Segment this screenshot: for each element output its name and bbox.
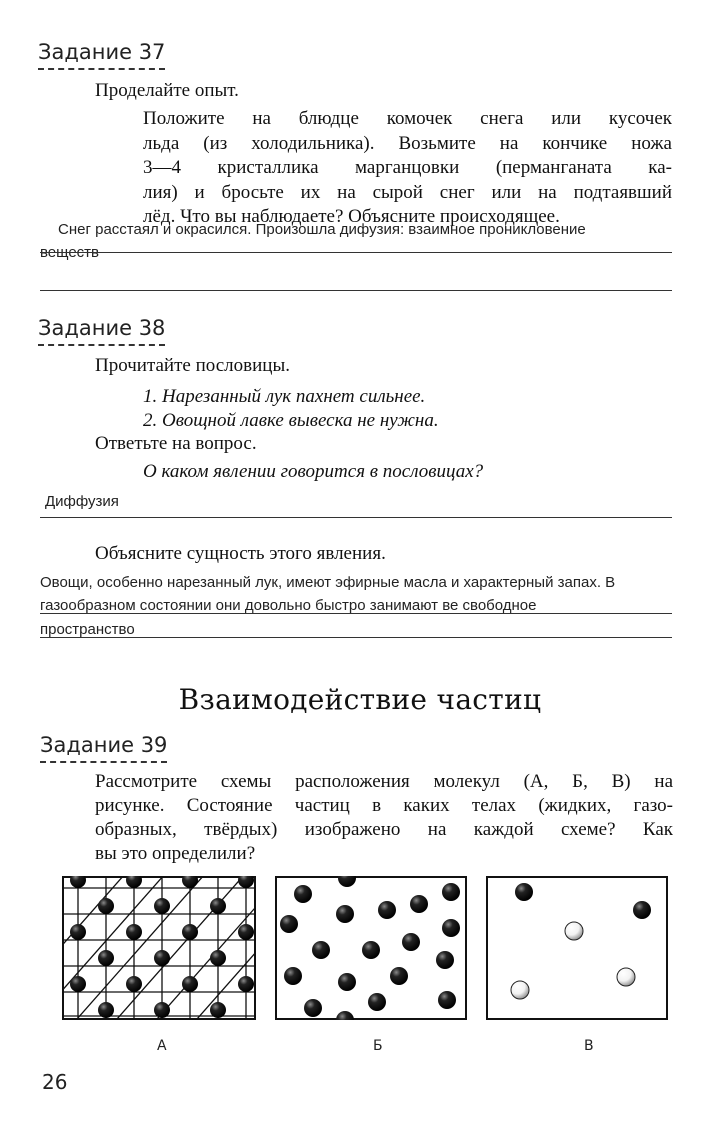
text-line: лия) и бросьте их на сырой снег или на подтаявший [143, 181, 672, 203]
text-line: Рассмотрите схемы расположения молекул (А, Б, В) на [95, 771, 673, 792]
proverb-1: 1. Нарезанный лук пахнет сильнее. [143, 386, 426, 407]
answer-line [40, 637, 672, 638]
task-38-explain-prompt: Объясните сущность этого явления. [95, 543, 386, 564]
answer-line [40, 290, 672, 291]
answer-line [40, 517, 672, 518]
proverb-2: 2. Овощной лавке вывеска не нужна. [143, 410, 439, 431]
figure-a-solid-lattice [62, 876, 256, 1020]
task-39-text [95, 770, 673, 866]
text-line: 3—4 кристаллика марганцовки (перманганата ка- [143, 157, 672, 178]
figure-b-label: Б [373, 1038, 383, 1054]
task-38-question-prompt: Ответьте на вопрос. [95, 433, 257, 454]
task-38-instruction: Прочитайте пословицы. [95, 355, 290, 376]
task-37-answer-line-1: Снег расстаял и окрасился. Произошла дифузия: взаимное проникловение [58, 221, 586, 238]
task-38-explain-line-2: газообразном состоянии они довольно быстро занимают ве свободное [40, 597, 537, 614]
section-title: Взаимодействие частиц [178, 683, 542, 716]
answer-line [40, 613, 672, 614]
figure-a-label: А [157, 1038, 167, 1054]
task-37-instruction: Проделайте опыт. [95, 80, 239, 101]
text-line: лёд. Что вы наблюдаете? Объясните происходящее. [143, 206, 560, 227]
task-38-explain-line-3: пространство [40, 621, 135, 638]
text-line: рисунке. Состояние частиц в каких телах (жидких, газо- [95, 795, 673, 816]
task-37-title: Задание 37 [38, 40, 165, 70]
task-37-answer-line-2: веществ [40, 244, 99, 261]
text-line: образных, твёрдых) изображено на каждой схеме? Как [95, 819, 673, 840]
task-38-title: Задание 38 [38, 316, 165, 346]
figure-c-label: В [584, 1038, 594, 1054]
task-37-text [143, 107, 672, 230]
answer-line [40, 252, 672, 253]
task-38-question: О каком явлении говорится в пословицах? [143, 461, 484, 482]
text-line: вы это определили? [95, 843, 256, 864]
text-line: Положите на блюдце комочек снега или кусочек [143, 108, 672, 129]
text-line: льда (из холодильника). Возьмите на кончике ножа [143, 132, 672, 154]
task-38-explain-line-1: Овощи, особенно нарезанный лук, имеют эфирные масла и характерный запах. В [40, 574, 616, 591]
figure-b-liquid [275, 876, 467, 1020]
task-38-answer: Диффузия [45, 493, 119, 510]
page-number: 26 [42, 1070, 68, 1094]
task-39-title: Задание 39 [40, 733, 167, 763]
figure-c-gas [486, 876, 668, 1020]
